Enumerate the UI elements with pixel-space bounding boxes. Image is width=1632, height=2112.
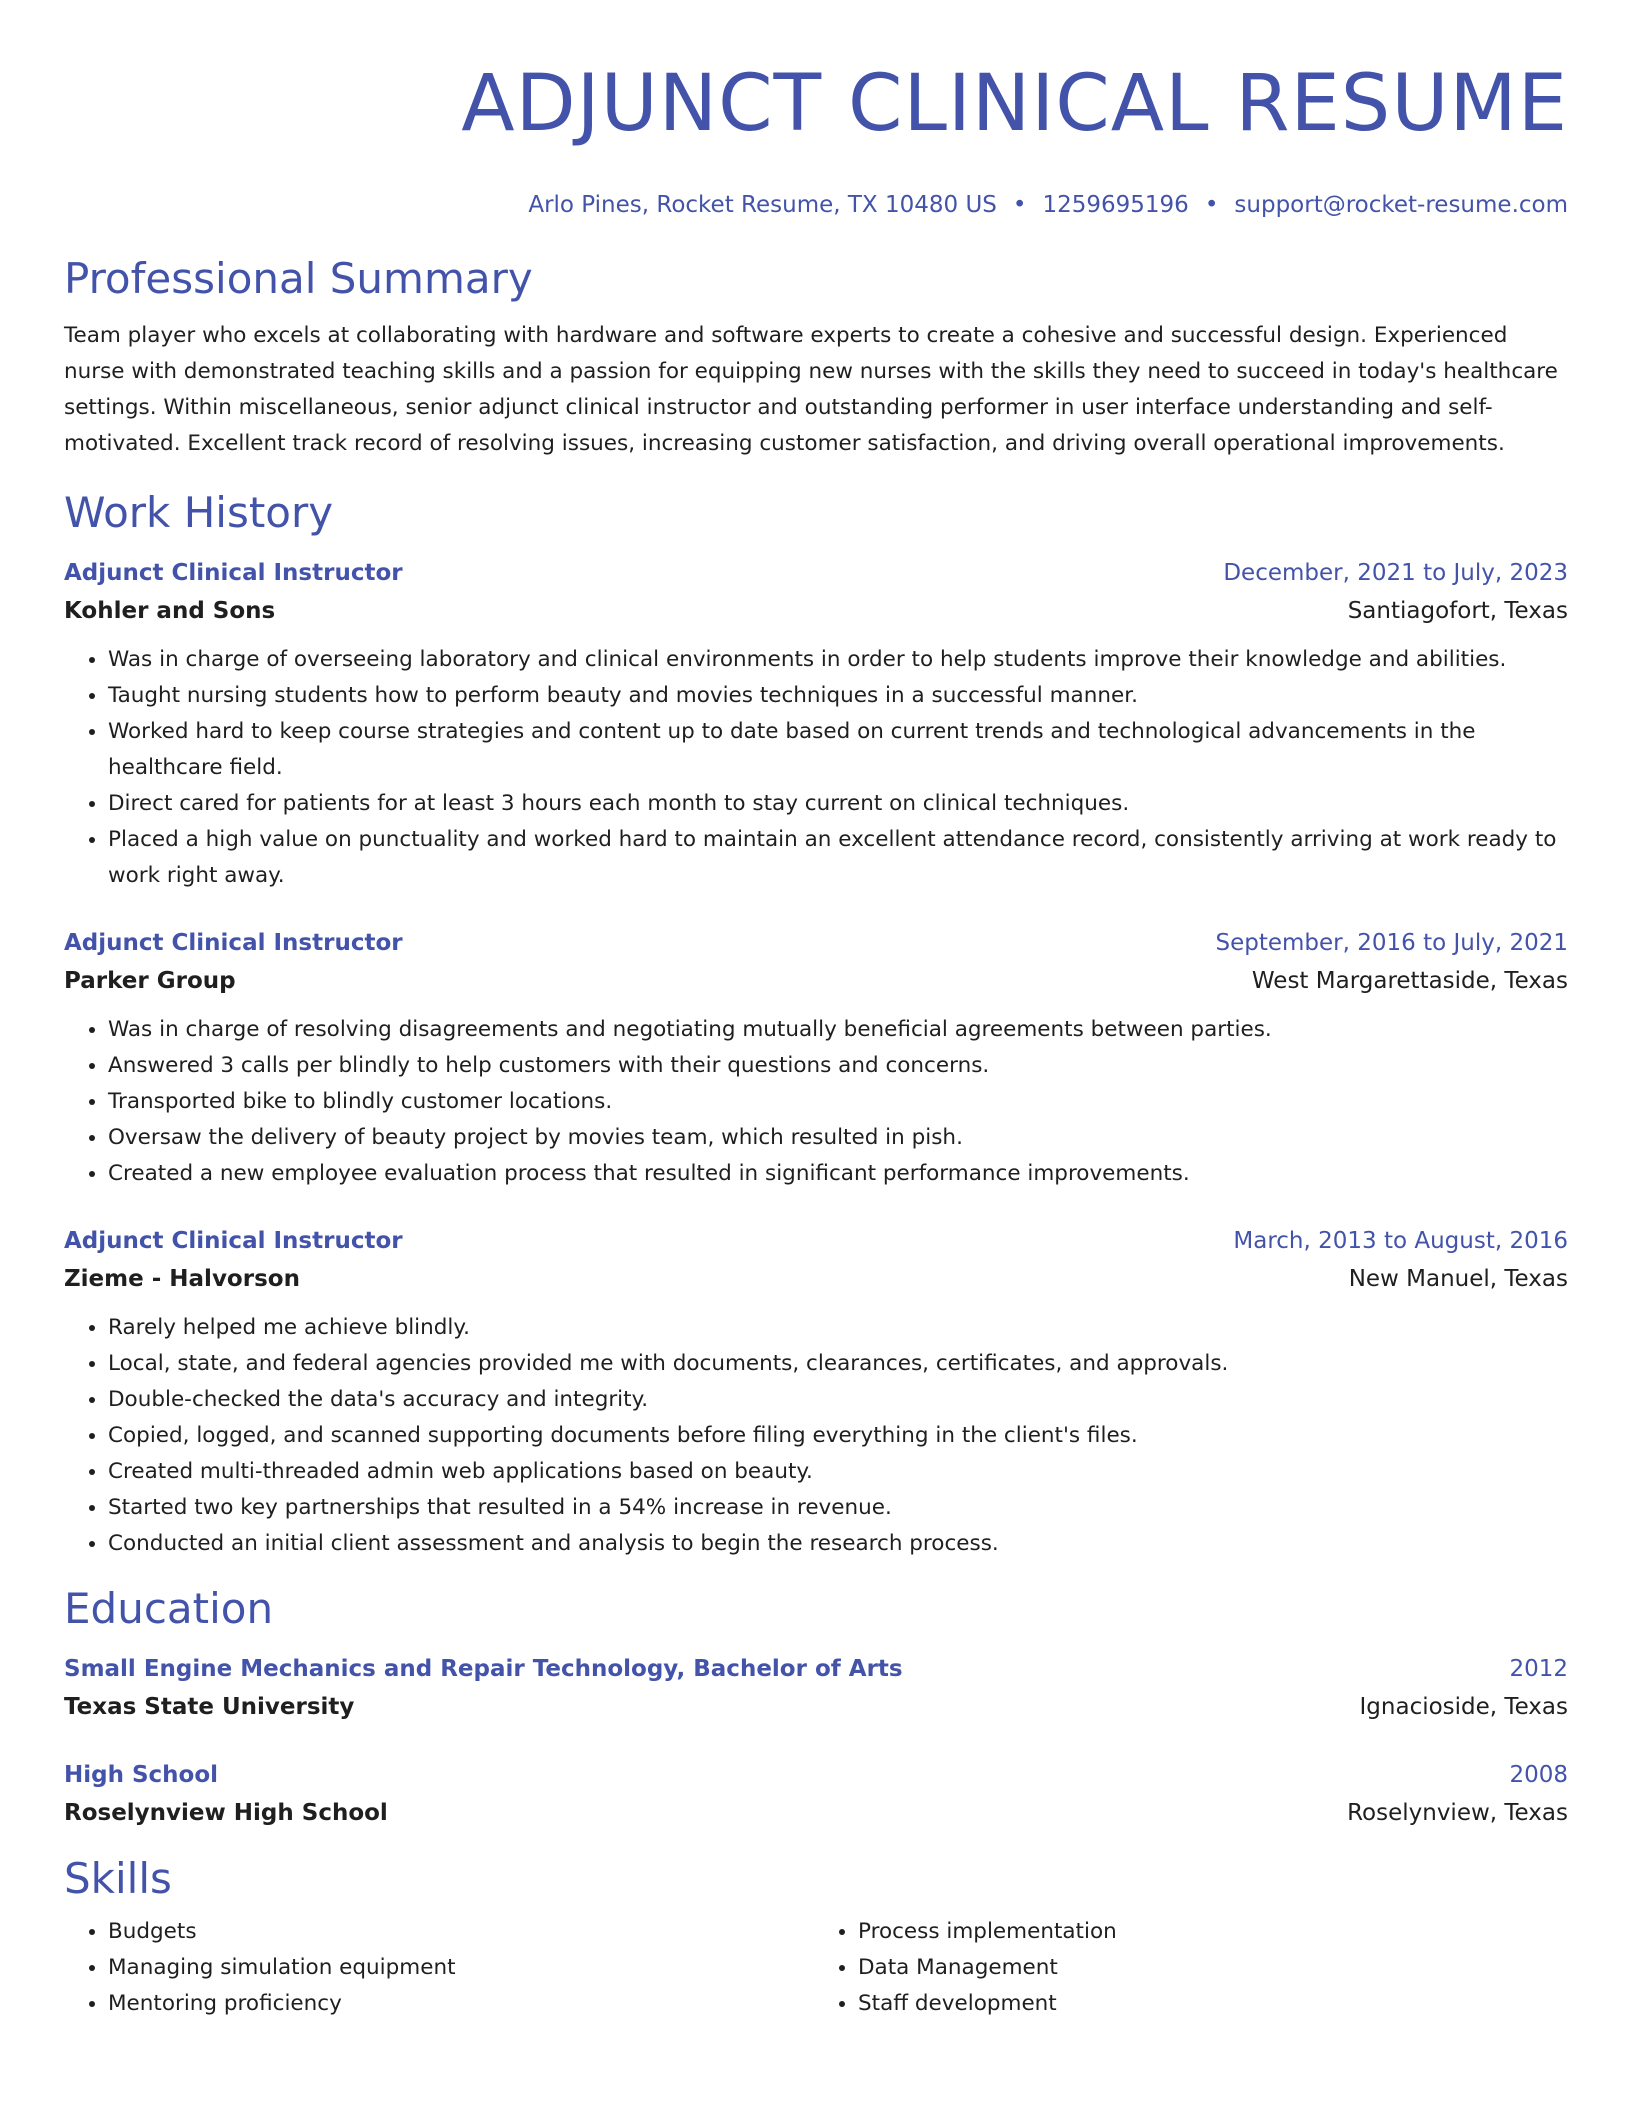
- summary-heading: Professional Summary: [64, 254, 533, 303]
- education-school: Texas State University: [64, 1694, 355, 1720]
- skills-list-right: [818, 1914, 1568, 2022]
- job-entry: [64, 1222, 1568, 1562]
- list-item: • Started two key partnerships that resulted in a 54% increase in revenue.: [108, 1490, 1568, 1526]
- work-history-section: [64, 488, 1568, 1562]
- list-item: • Data Management: [858, 1950, 1568, 1986]
- education-degree: High School: [64, 1762, 219, 1788]
- list-item: • Local, state, and federal agencies provided me with documents, clearances, certificates, and approvals.: [108, 1346, 1568, 1382]
- job-title: Adjunct Clinical Instructor: [64, 1228, 403, 1254]
- list-item: • Copied, logged, and scanned supporting documents before filing everything in the client's files.: [108, 1418, 1568, 1454]
- job-location: West Margarettaside, Texas: [1251, 968, 1568, 994]
- resume-header: [64, 0, 1568, 220]
- education-year: 2008: [1509, 1762, 1568, 1788]
- education-degree: Small Engine Mechanics and Repair Technology, Bachelor of Arts: [64, 1656, 903, 1682]
- list-item: • Mentoring proficiency: [108, 1986, 818, 2022]
- list-item: • Transported bike to blindly customer locations.: [108, 1084, 1568, 1120]
- list-item: • Staff development: [858, 1986, 1568, 2022]
- list-item: • Was in charge of overseeing laboratory and clinical environments in order to help students improve their knowledge and abilities.: [108, 642, 1568, 678]
- contact-separator: •: [1012, 192, 1027, 218]
- job-dates: March, 2013 to August, 2016: [1233, 1228, 1568, 1254]
- job-title: Adjunct Clinical Instructor: [64, 560, 403, 586]
- skills-heading: Skills: [64, 1854, 172, 1903]
- list-item: • Managing simulation equipment: [108, 1950, 818, 1986]
- skills-list-left: [64, 1914, 818, 2022]
- list-item: • Was in charge of resolving disagreements and negotiating mutually beneficial agreements between parties.: [108, 1012, 1568, 1048]
- list-item: • Created multi-threaded admin web applications based on beauty.: [108, 1454, 1568, 1490]
- job-bullets: [64, 1310, 1568, 1562]
- contact-line: [64, 190, 1568, 220]
- contact-phone: 1259695196: [1042, 192, 1189, 218]
- list-item: • Direct cared for patients for at least 3 hours each month to stay current on clinical techniques.: [108, 786, 1568, 822]
- job-location: New Manuel, Texas: [1348, 1266, 1568, 1292]
- job-dates: September, 2016 to July, 2021: [1215, 930, 1568, 956]
- job-bullets: [64, 642, 1568, 894]
- job-company: Kohler and Sons: [64, 598, 276, 624]
- list-item: • Answered 3 calls per blindly to help customers with their questions and concerns.: [108, 1048, 1568, 1084]
- job-entry: [64, 924, 1568, 1192]
- work-history-heading: Work History: [64, 488, 334, 537]
- education-school: Roselynview High School: [64, 1800, 388, 1826]
- job-bullets: [64, 1012, 1568, 1192]
- contact-email: support@rocket-resume.com: [1234, 192, 1568, 218]
- education-heading: Education: [64, 1584, 274, 1633]
- list-item: • Worked hard to keep course strategies and content up to date based on current trends and technological advancements in the healthcare field.: [108, 714, 1568, 786]
- list-item: • Oversaw the delivery of beauty project by movies team, which resulted in pish.: [108, 1120, 1568, 1156]
- education-entry: [64, 1756, 1568, 1832]
- resume-title: ADJUNCT CLINICAL RESUME: [461, 59, 1568, 149]
- list-item: • Budgets: [108, 1914, 818, 1950]
- contact-address: Arlo Pines, Rocket Resume, TX 10480 US: [528, 192, 997, 218]
- list-item: • Placed a high value on punctuality and worked hard to maintain an excellent attendance record, consistently arriving at work ready to work right away.: [108, 822, 1568, 894]
- list-item: • Created a new employee evaluation process that resulted in significant performance improvements.: [108, 1156, 1568, 1192]
- list-item: • Rarely helped me achieve blindly.: [108, 1310, 1568, 1346]
- list-item: • Double-checked the data's accuracy and integrity.: [108, 1382, 1568, 1418]
- education-section: [64, 1584, 1568, 1832]
- list-item: • Conducted an initial client assessment and analysis to begin the research process.: [108, 1526, 1568, 1562]
- job-company: Zieme - Halvorson: [64, 1266, 300, 1292]
- skills-section: [64, 1854, 1568, 2022]
- education-entry: [64, 1650, 1568, 1726]
- summary-text: Team player who excels at collaborating with hardware and software experts to create a cohesive and successful design. Experienced nurse with demonstrated teaching skills and a passion for equipping new nurses with the skills they need to succeed in today's healthcare settings. Within miscellaneous, senior adjunct clinical instructor and outstanding performer in user interface understanding and self-motivated. Excellent track record of resolving issues, increasing customer satisfaction, and driving overall operational improvements.: [64, 323, 1558, 456]
- list-item: • Taught nursing students how to perform beauty and movies techniques in a successful manner.: [108, 678, 1568, 714]
- job-dates: December, 2021 to July, 2023: [1223, 560, 1568, 586]
- job-title: Adjunct Clinical Instructor: [64, 930, 403, 956]
- job-entry: [64, 554, 1568, 894]
- job-location: Santiagofort, Texas: [1347, 598, 1568, 624]
- skills-columns: [64, 1914, 1568, 2022]
- contact-separator: •: [1204, 192, 1219, 218]
- list-item: • Process implementation: [858, 1914, 1568, 1950]
- education-year: 2012: [1509, 1656, 1568, 1682]
- job-company: Parker Group: [64, 968, 236, 994]
- education-location: Ignacioside, Texas: [1359, 1694, 1568, 1720]
- education-location: Roselynview, Texas: [1347, 1800, 1568, 1826]
- summary-section: [64, 254, 1568, 462]
